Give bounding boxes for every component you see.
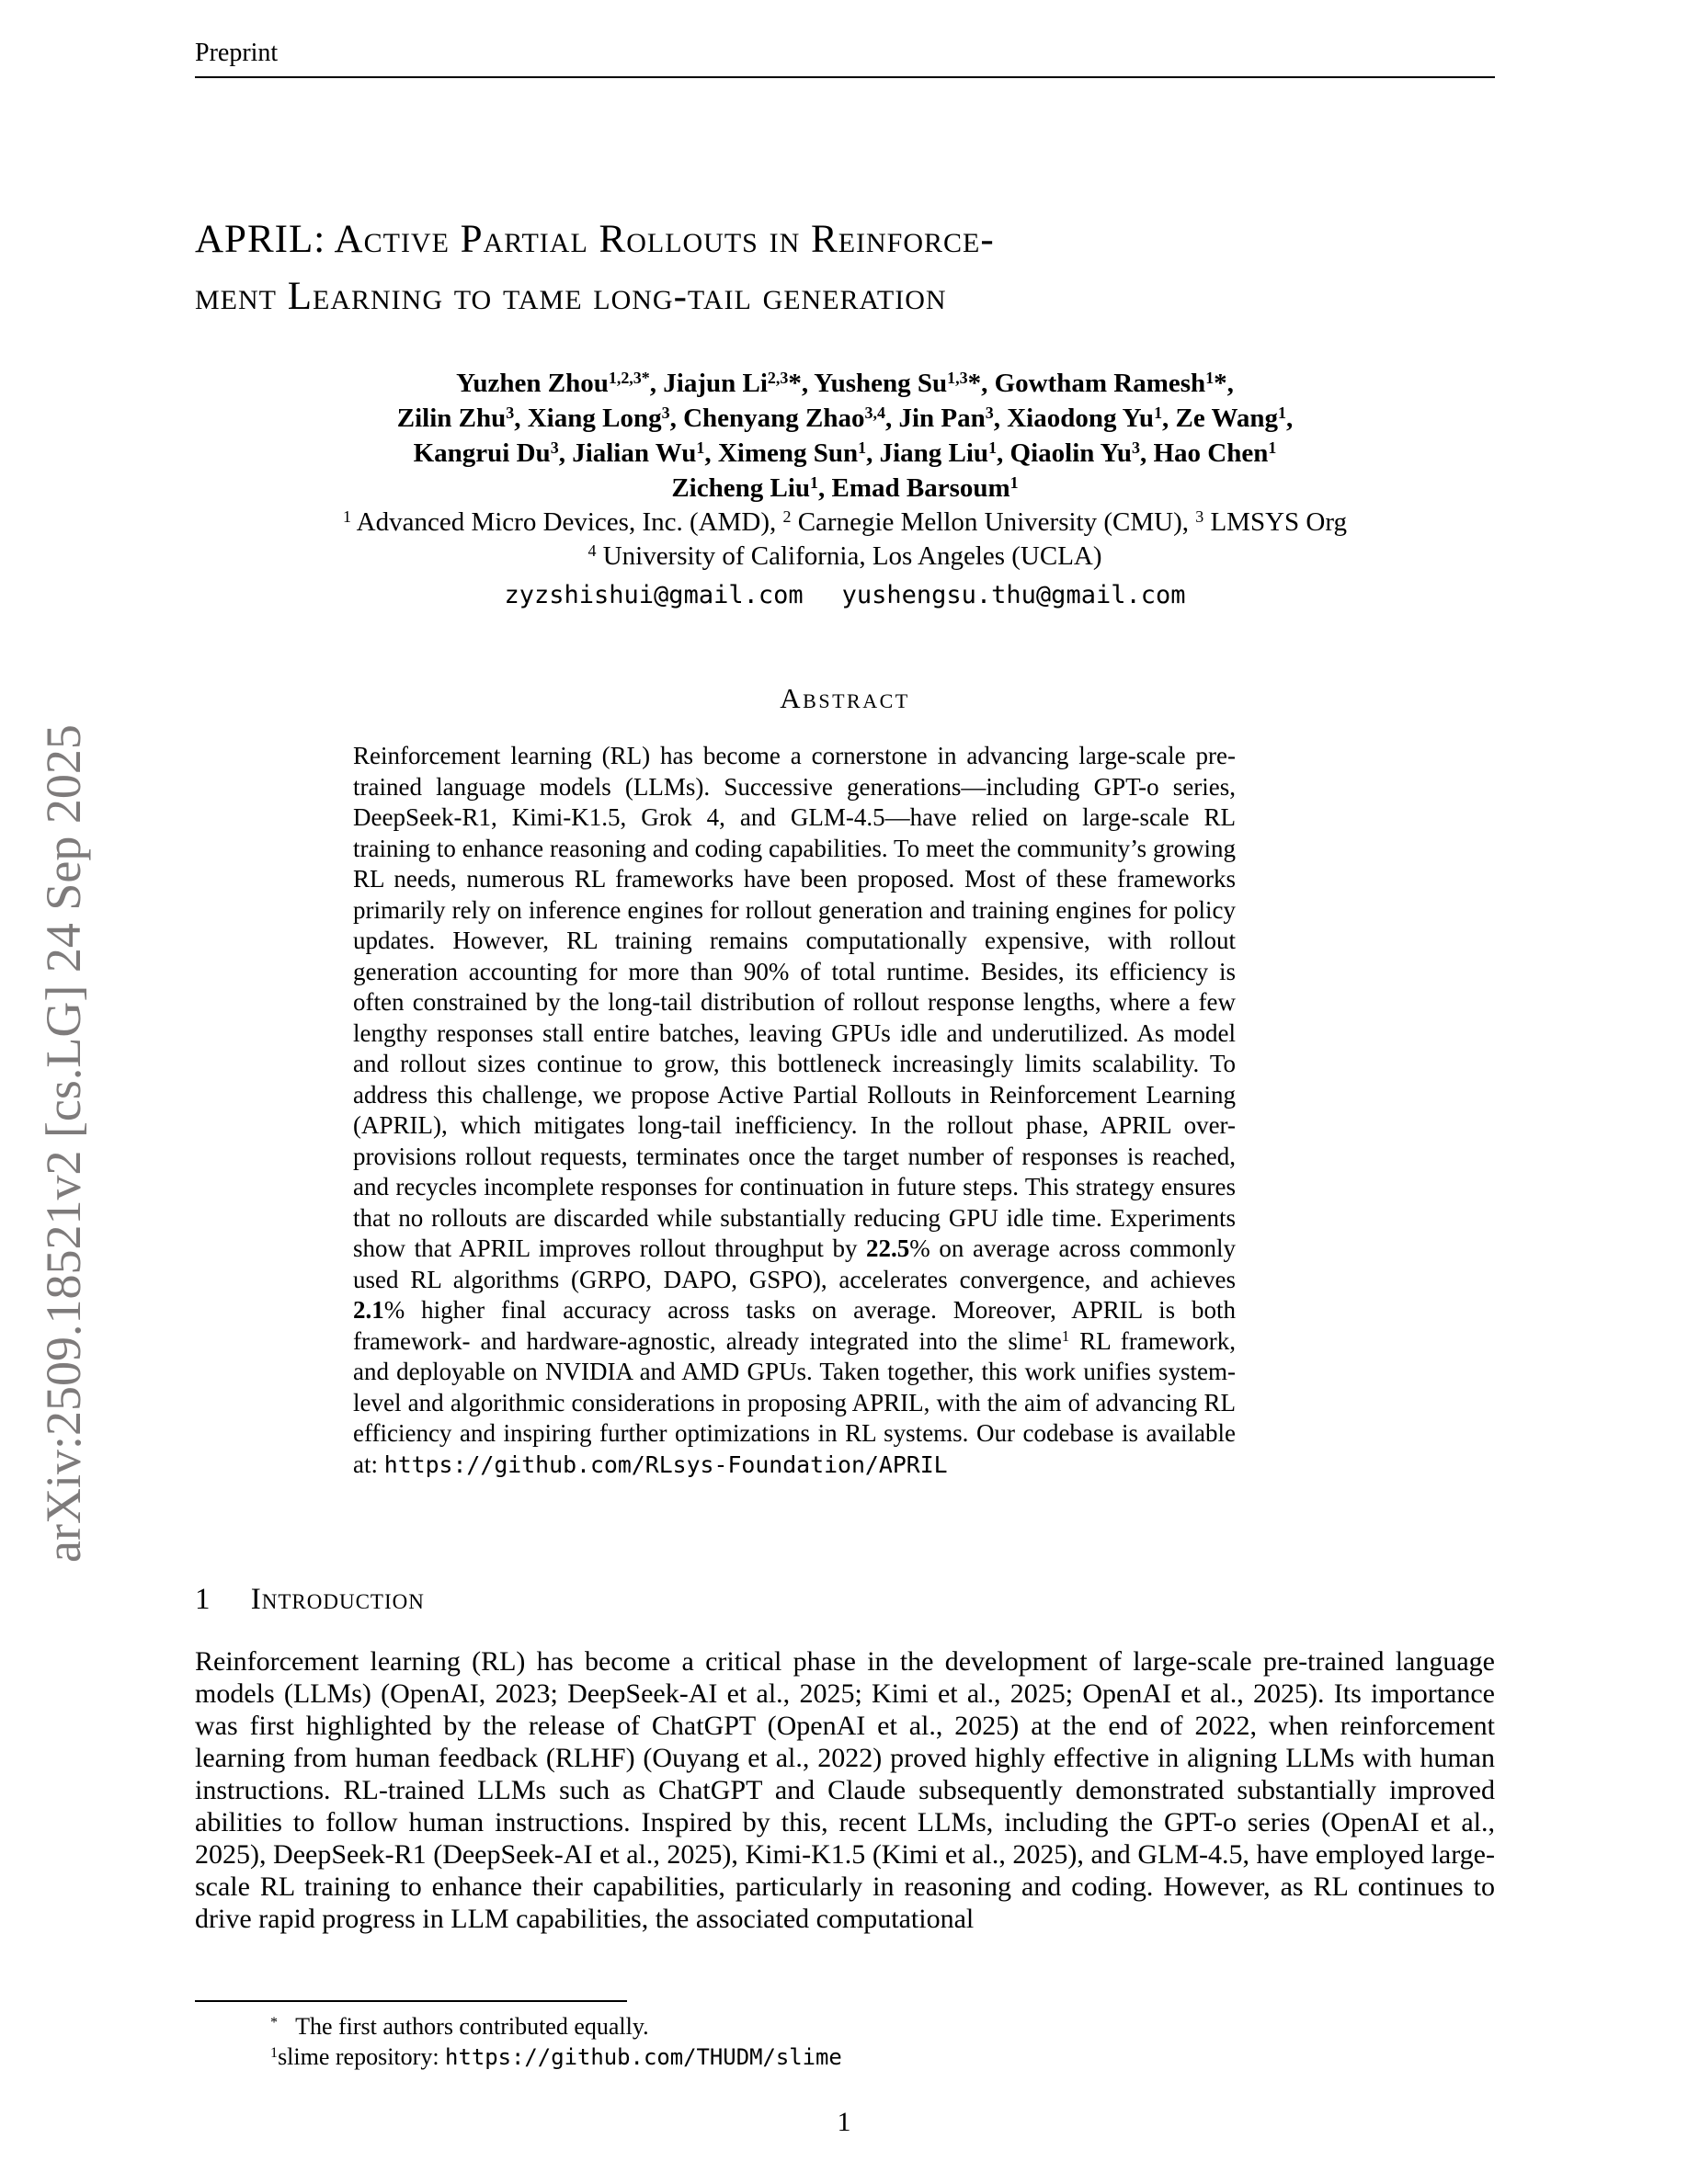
footnote-equal-contribution bbox=[195, 2011, 1495, 2042]
text-segment: Zicheng Liu bbox=[671, 473, 811, 503]
title-line-2: ment Learning to tame long-tail generation bbox=[195, 275, 947, 318]
sup-text: 3 bbox=[506, 404, 515, 423]
author-block bbox=[195, 366, 1495, 613]
text-segment: , Chenyang Zhao bbox=[669, 404, 865, 433]
preprint-label: Preprint bbox=[195, 39, 279, 67]
sup-text: 3 bbox=[1195, 507, 1204, 527]
sup-text: 1 bbox=[1268, 438, 1277, 458]
sup-text: 1 bbox=[270, 2044, 279, 2061]
author-line-4 bbox=[195, 471, 1495, 506]
section-heading-introduction bbox=[195, 1583, 425, 1617]
text-segment: The first authors contributed equally. bbox=[278, 2013, 649, 2040]
footnote-rule bbox=[195, 2000, 627, 2002]
affiliation-line-1 bbox=[195, 506, 1495, 540]
text-segment: % on average across commonly used RL algorithms (GRPO, DAPO, GSPO), accelerates convergence, and achieves bbox=[353, 1234, 1236, 1293]
sup-text: 1 bbox=[858, 438, 867, 458]
text-segment: Zilin Zhu bbox=[396, 404, 507, 433]
sup-text: 1,2,3* bbox=[608, 369, 650, 388]
title-line-1: APRIL: Active Partial Rollouts in Reinforce- bbox=[195, 218, 995, 261]
b-text: 22.5 bbox=[866, 1234, 910, 1262]
slime-repo-link[interactable]: https://github.com/THUDM/slime bbox=[445, 2044, 842, 2070]
text-segment: Reinforcement learning (RL) has become a cornerstone in advancing large-scale pre-trained language models (LLMs). Successive generations—including GPT-o series, DeepSeek-R1, Kimi-K1.5, Grok 4, and GLM-4.5—have relied on large-scale RL training to enhance reasoning and coding capabilities. To meet the community’s growing RL needs, numerous RL frameworks have been proposed. Most of these frameworks primarily rely on inference engines for rollout generation and training engines for policy updates. However, RL training remains computationally expensive, with rollout generation accounting for more than 90% of total runtime. Besides, its efficiency is often constrained by the long-tail distribution of rollout response lengths, where a few lengthy responses stall entire batches, leaving GPUs idle and underutilized. As model and rollout sizes continue to grow, this bottleneck increasingly limits scalability. To address this challenge, we propose Active Partial Rollouts in Reinforcement Learning (APRIL), which mitigates long-tail inefficiency. In the rollout phase, APRIL over-provisions rollout requests, terminates once the target number of responses is reached, and recycles incomplete responses for continuation in future steps. This strategy ensures that no rollouts are discarded while substantially reducing GPU idle time. Experiments show that APRIL improves rollout throughput by bbox=[353, 742, 1236, 1262]
sup-text: 1 bbox=[988, 438, 998, 458]
text-segment: Carnegie Mellon University (CMU), bbox=[791, 507, 1196, 537]
text-segment: , Ximeng Sun bbox=[704, 438, 859, 468]
text-segment: , Jiajun Li bbox=[649, 369, 768, 398]
sup-text: 3 bbox=[985, 404, 994, 423]
page-number: 1 bbox=[837, 2107, 851, 2137]
sup-text: 2,3 bbox=[767, 369, 789, 388]
text-segment: Yuzhen Zhou bbox=[456, 369, 609, 398]
footnotes-block bbox=[195, 2000, 1495, 2073]
section-label: Introduction bbox=[250, 1583, 425, 1616]
text-segment: Advanced Micro Devices, Inc. (AMD), bbox=[350, 507, 783, 537]
sup-text: 1 bbox=[1278, 404, 1286, 423]
text-segment: RL framework, and deployable on NVIDIA and AMD GPUs. Taken together, this work unifies system-level and algorithmic considerations in proposing APRIL, with the aim of advancing RL efficiency and inspiring further optimizations in RL systems. Our codebase is available at: bbox=[353, 1326, 1236, 1478]
author-line-3 bbox=[195, 436, 1495, 471]
text-segment: , Jin Pan bbox=[884, 404, 986, 433]
sup-text: 3 bbox=[1132, 438, 1140, 458]
sup-text: 1 bbox=[1154, 404, 1163, 423]
text-segment: Kangrui Du bbox=[413, 438, 551, 468]
sup-text: 1 bbox=[696, 438, 705, 458]
text-segment: slime repository: bbox=[278, 2043, 446, 2070]
email-author-2[interactable]: yushengsu.thu@gmail.com bbox=[841, 581, 1186, 609]
email-line bbox=[195, 578, 1495, 613]
abstract-text bbox=[353, 741, 1236, 1480]
b-text: 2.1 bbox=[353, 1296, 384, 1324]
sup-text: 1 bbox=[810, 473, 818, 493]
sup-text: 1 bbox=[343, 507, 351, 527]
text-segment: *, bbox=[1214, 369, 1234, 398]
text-segment: University of California, Los Angeles (UCLA) bbox=[596, 541, 1102, 571]
sup-text: 4 bbox=[587, 541, 597, 561]
author-line-1 bbox=[195, 366, 1495, 401]
text-segment: , Jiang Liu bbox=[866, 438, 989, 468]
text-segment: , Hao Chen bbox=[1139, 438, 1269, 468]
text-segment: , Xiang Long bbox=[514, 404, 662, 433]
abstract-heading: Abstract bbox=[780, 682, 910, 714]
sup-text: 2 bbox=[782, 507, 792, 527]
text-segment: , bbox=[1286, 404, 1294, 433]
introduction-paragraph: Reinforcement learning (RL) has become a critical phase in the development of large-scale pre-trained language models (LLMs) (OpenAI, 2023; DeepSeek-AI et al., 2025; Kimi et al., 2025; OpenAI et al., 2025). Its importance was first highlighted by the release of ChatGPT (OpenAI et al., 2025) at the end of 2022, when reinforcement learning from human feedback (RLHF) (Ouyang et al., 2022) proved highly effective in aligning LLMs with human instructions. RL-trained LLMs such as ChatGPT and Claude subsequently demonstrated substantially improved abilities to follow human instructions. Inspired by this, recent LLMs, including the GPT-o series (OpenAI et al., 2025), DeepSeek-R1 (DeepSeek-AI et al., 2025), Kimi-K1.5 (Kimi et al., 2025), and GLM-4.5, have employed large-scale RL training to enhance their capabilities, particularly in reasoning and coding. However, as RL continues to drive rapid progress in LLM capabilities, the associated computational bbox=[195, 1646, 1495, 1934]
text-segment: , Jialian Wu bbox=[558, 438, 697, 468]
text-segment: , Xiaodong Yu bbox=[993, 404, 1155, 433]
sup-text: 1 bbox=[1061, 1327, 1070, 1346]
text-segment: , Emad Barsoum bbox=[818, 473, 1010, 503]
codebase-link[interactable]: https://github.com/RLsys-Foundation/APRIL bbox=[383, 1450, 948, 1478]
preprint-header bbox=[195, 39, 1495, 78]
section-number: 1 bbox=[195, 1583, 211, 1616]
arxiv-watermark: arXiv:2509.18521v2 [cs.LG] 24 Sep 2025 bbox=[36, 724, 91, 1563]
sup-text: * bbox=[270, 2014, 279, 2030]
sup-text: 1 bbox=[1009, 473, 1019, 493]
text-segment: % higher final accuracy across tasks on average. Moreover, APRIL is both framework- and hardware-agnostic, already integrated into the slime bbox=[353, 1296, 1236, 1355]
text-segment: *, Gowtham Ramesh bbox=[967, 369, 1206, 398]
author-line-2 bbox=[195, 401, 1495, 436]
email-author-1[interactable]: zyzshishui@gmail.com bbox=[504, 581, 804, 609]
text-segment: LMSYS Org bbox=[1203, 507, 1347, 537]
footnote-slime-repository bbox=[195, 2042, 1495, 2073]
affiliation-line-2 bbox=[195, 540, 1495, 574]
sup-text: 3 bbox=[550, 438, 559, 458]
text-segment: *, Yusheng Su bbox=[788, 369, 948, 398]
paper-title bbox=[195, 211, 1495, 325]
sup-text: 3 bbox=[661, 404, 670, 423]
sup-text: 1,3 bbox=[947, 369, 968, 388]
text-segment: , Ze Wang bbox=[1162, 404, 1279, 433]
sup-text: 1 bbox=[1205, 369, 1215, 388]
text-segment: , Qiaolin Yu bbox=[997, 438, 1132, 468]
sup-text: 3,4 bbox=[864, 404, 885, 423]
